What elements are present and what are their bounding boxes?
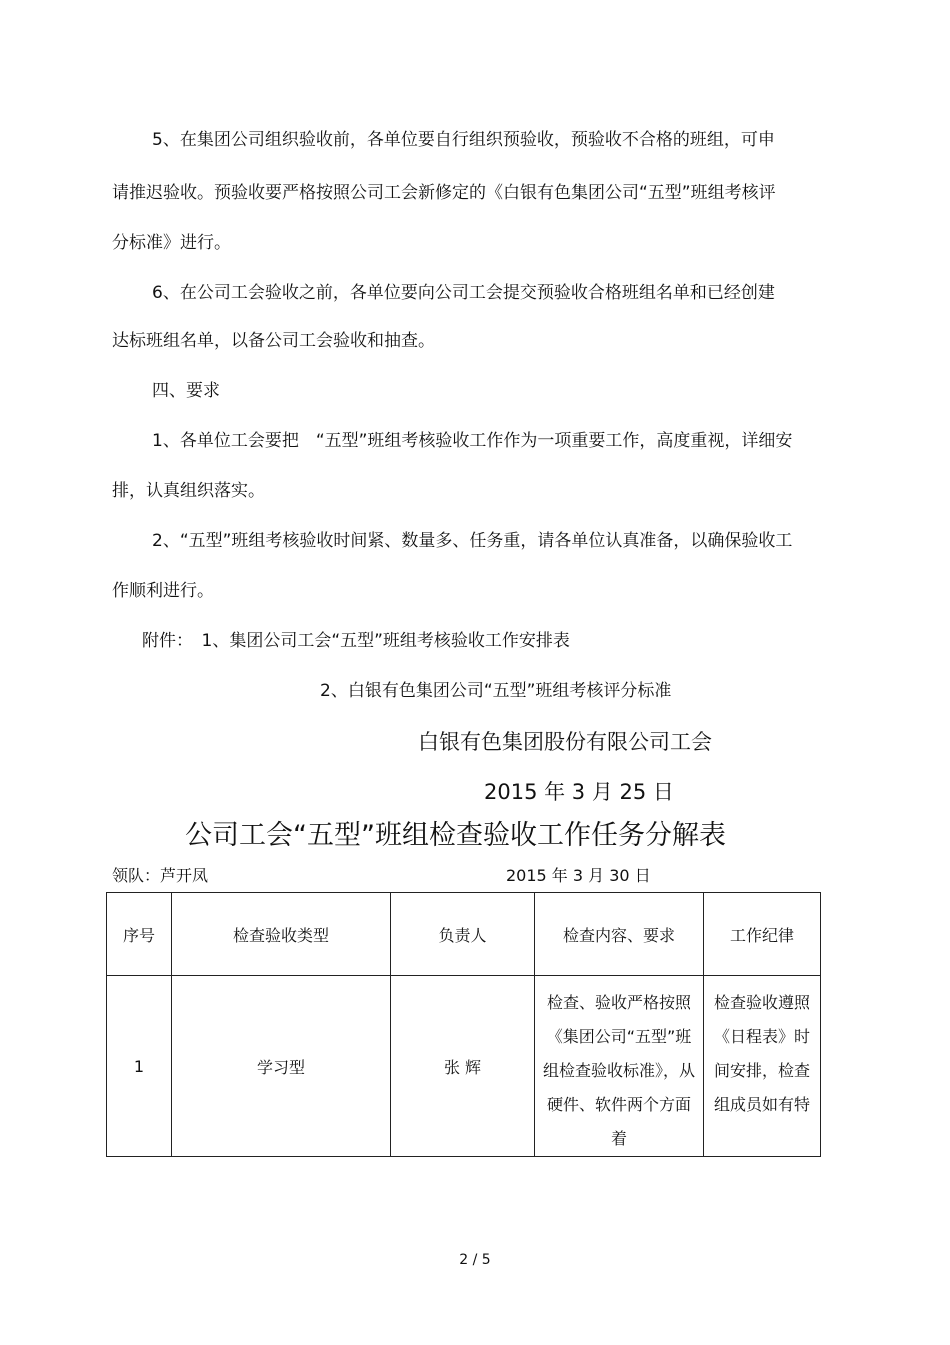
- signature-date: 2015 年 3 月 25 日: [484, 780, 674, 804]
- table-header-row: [107, 893, 821, 976]
- attachment-1: 附件： 1、集团公司工会“五型”班组考核验收工作安排表: [142, 631, 570, 651]
- header-discipline: 工作纪律: [704, 893, 821, 976]
- paragraph-line: 达标班组名单，以备公司工会验收和抽查。: [112, 331, 435, 351]
- signature-org: 白银有色集团股份有限公司工会: [418, 730, 712, 754]
- header-content: 检查内容、要求: [535, 893, 704, 976]
- header-owner: 负责人: [391, 893, 535, 976]
- paragraph-line: 排，认真组织落实。: [112, 481, 265, 501]
- task-table: [106, 892, 821, 1157]
- paragraph-line: 分标准》进行。: [112, 233, 231, 253]
- cell-type: 学习型: [172, 976, 391, 1157]
- paragraph-line: 6、在公司工会验收之前，各单位要向公司工会提交预验收合格班组名单和已经创建: [152, 283, 775, 303]
- attachment-2: 2、白银有色集团公司“五型”班组考核评分标准: [320, 681, 672, 701]
- cell-no: 1: [107, 976, 172, 1157]
- header-no: 序号: [107, 893, 172, 976]
- cell-content: 检查、验收严格按照《集团公司“五型”班组检查验收标准》，从硬件、软件两个方面着: [535, 976, 704, 1157]
- leader-label: 领队：芦开凤: [112, 866, 209, 885]
- paragraph-line: 5、在集团公司组织验收前，各单位要自行组织预验收，预验收不合格的班组，可申: [152, 130, 775, 150]
- table-row: [107, 976, 821, 1157]
- paragraph-line: 1、各单位工会要把 “五型”班组考核验收工作作为一项重要工作，高度重视，详细安: [152, 431, 793, 451]
- page-number: 2 / 5: [459, 1252, 491, 1268]
- table-date: 2015 年 3 月 30 日: [506, 866, 651, 885]
- paragraph-line: 2、“五型”班组考核验收时间紧、数量多、任务重，请各单位认真准备，以确保验收工: [152, 531, 793, 551]
- section-heading: 四、要求: [152, 381, 220, 401]
- cell-discipline: 检查验收遵照《日程表》时间安排，检查组成员如有特: [704, 976, 821, 1157]
- header-type: 检查验收类型: [172, 893, 391, 976]
- cell-owner: 张 辉: [391, 976, 535, 1157]
- paragraph-line: 作顺利进行。: [112, 581, 214, 601]
- table-title: 公司工会“五型”班组检查验收工作任务分解表: [185, 820, 726, 851]
- paragraph-line: 请推迟验收。预验收要严格按照公司工会新修定的《白银有色集团公司“五型”班组考核评: [112, 183, 776, 203]
